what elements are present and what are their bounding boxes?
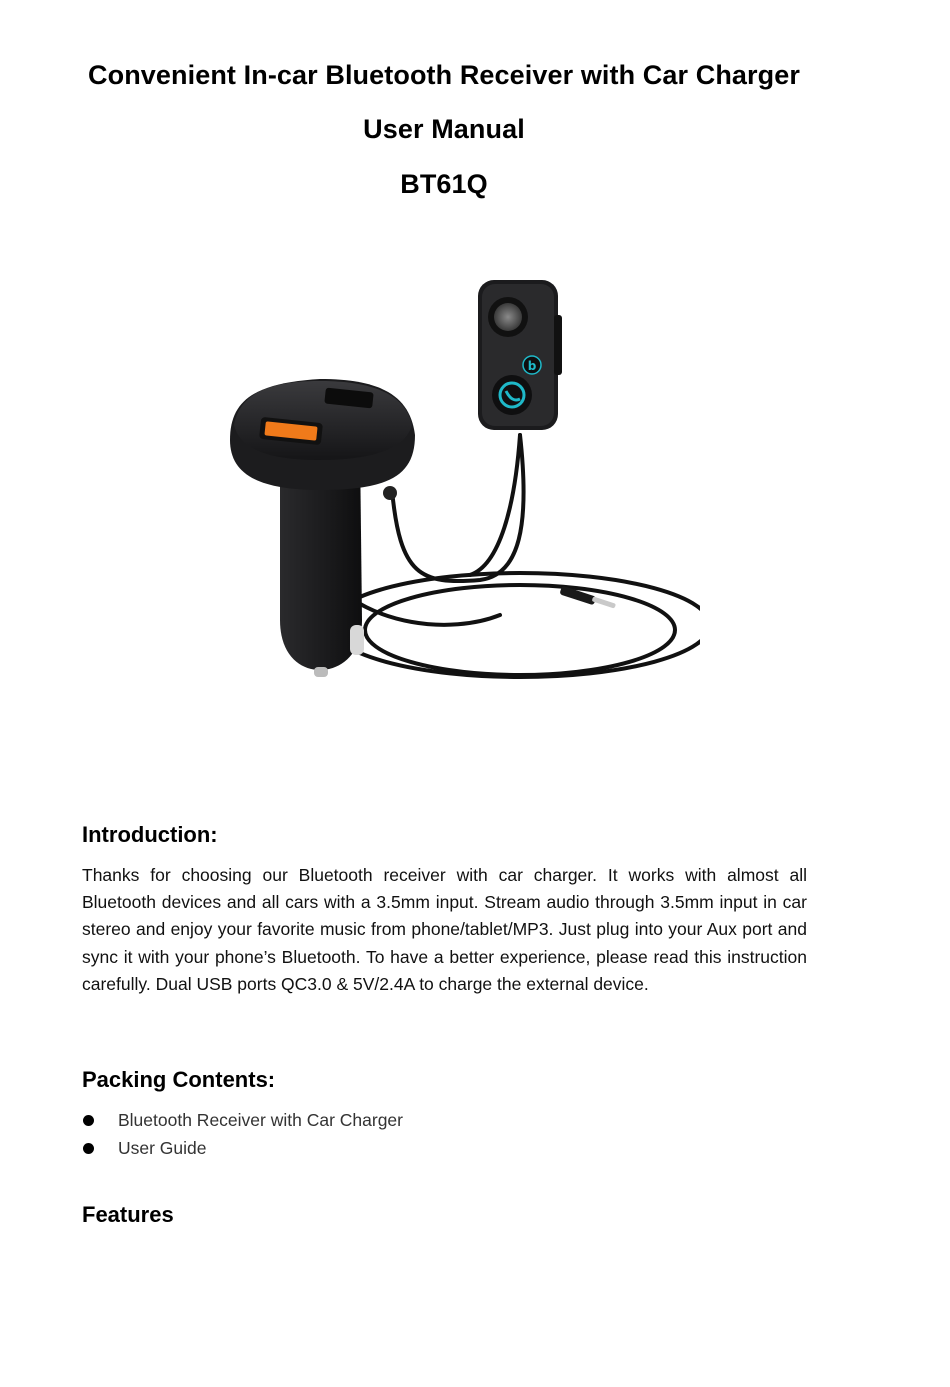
features-heading: Features	[82, 1202, 174, 1227]
car-charger	[230, 379, 415, 677]
list-item-label: User Guide	[118, 1138, 207, 1158]
svg-text:b: b	[527, 359, 537, 373]
introduction-text: Thanks for choosing our Bluetooth receiver with car charger. It works with almost all Bluetooth devices and all cars with a 3.5mm input. Stream audio through 3.5mm input in car stereo and enjoy your favorite music from phone/tablet/MP3. Just plug into your Aux port and sync it with your phone’s Bluetooth. To have a better experience, please read this instruction carefully. Dual USB ports QC3.0 & 5V/2.4A to charge the external device.	[82, 865, 807, 994]
packing-list	[82, 1106, 403, 1162]
list-item	[82, 1106, 403, 1134]
document-subtitle: User Manual	[363, 114, 525, 144]
microphone-icon	[494, 303, 522, 331]
introduction-heading: Introduction:	[82, 822, 218, 847]
list-item-label: Bluetooth Receiver with Car Charger	[118, 1110, 403, 1130]
list-item	[82, 1134, 403, 1162]
bullet-icon	[83, 1143, 94, 1154]
bluetooth-receiver	[478, 280, 562, 430]
packing-contents-heading: Packing Contents:	[82, 1067, 276, 1092]
product-photo	[220, 275, 700, 695]
bullet-icon	[83, 1115, 94, 1126]
model-number: BT61Q	[400, 169, 488, 199]
document-title: Convenient In-car Bluetooth Receiver with Car Charger	[88, 60, 800, 90]
